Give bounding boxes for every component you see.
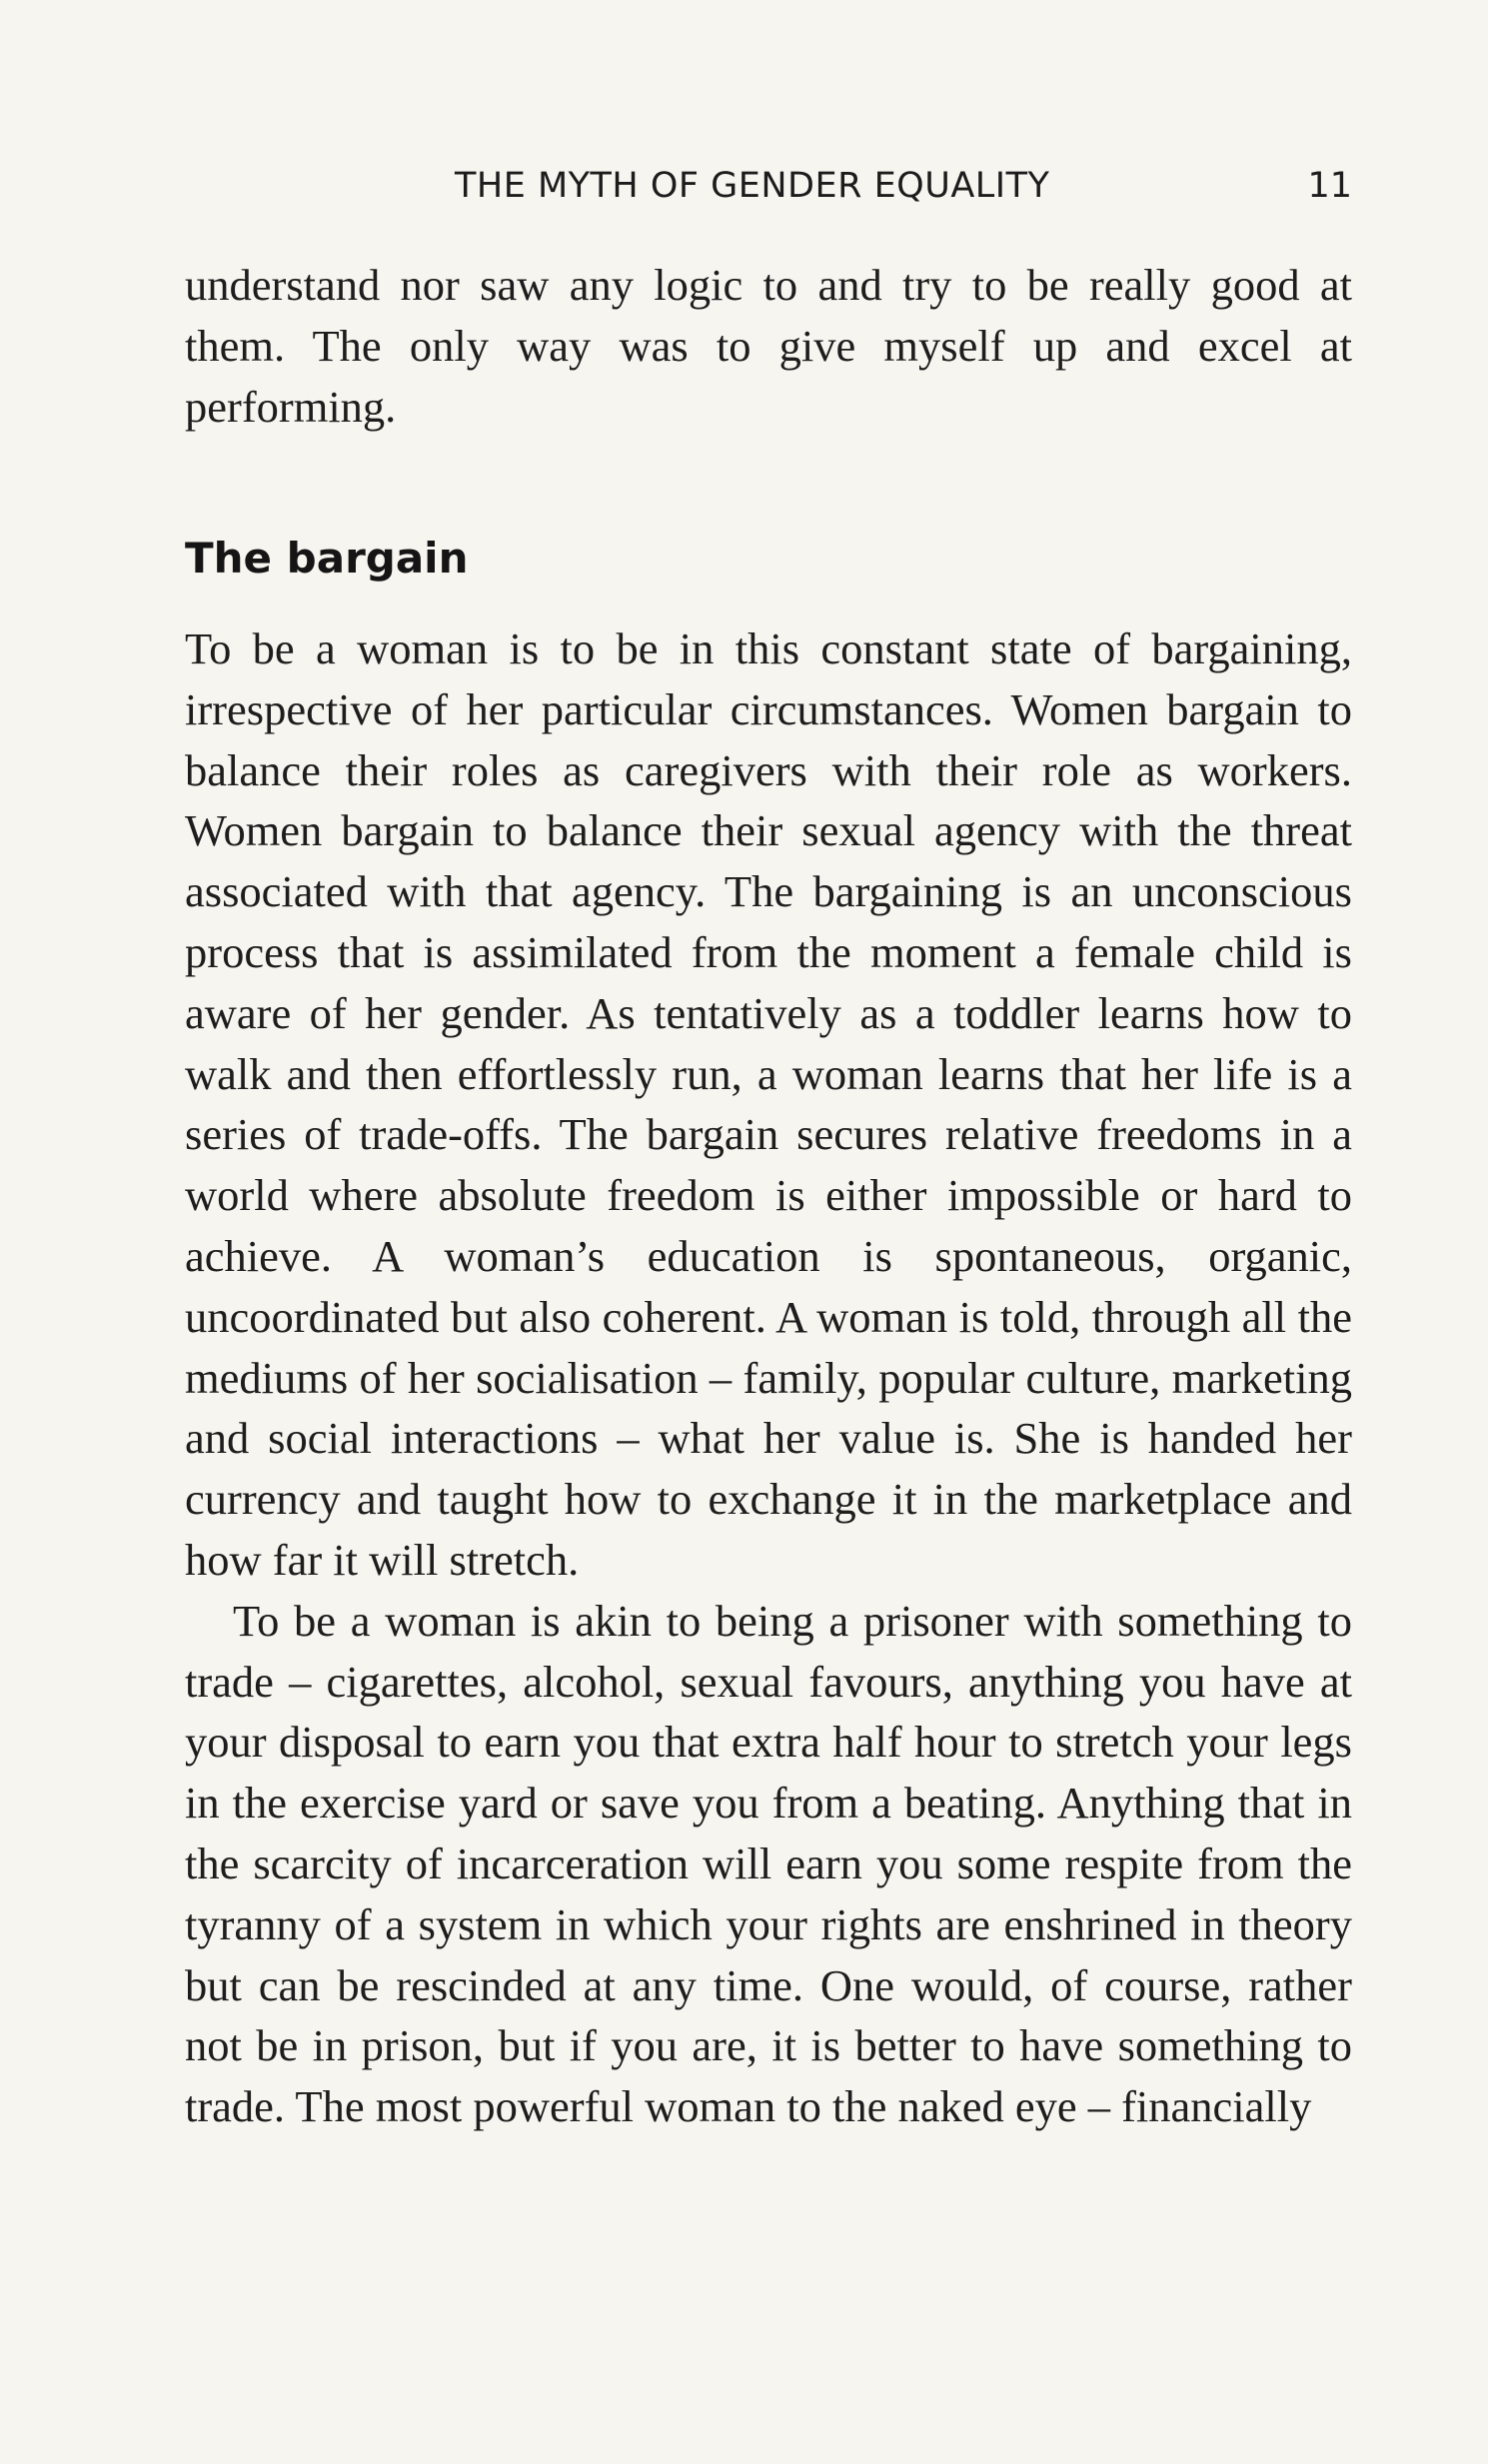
intro-text-block (185, 255, 1352, 437)
page-number: 11 (1307, 166, 1352, 206)
running-title: THE MYTH OF GENDER EQUALITY (455, 166, 1050, 206)
body-paragraph-2: To be a woman is akin to being a prisoner with something to trade – cigarettes, alcohol, sexual favours, anything you have at your disposal to earn you that extra half hour to stretch your legs in the exercise yard or save you from a beating. Anything that in the scarcity of incarceration will earn you some respite from the tyranny of a system in which your rights are enshrined in theory but can be rescinded at any time. One would, of course, rather not be in prison, but if you are, it is better to have something to trade. The most powerful woman to the naked eye – financially (185, 1595, 1352, 2132)
running-header (185, 160, 1352, 220)
intro-paragraph: understand nor saw any logic to and try to be really good at them. The only way was to give myself up and excel at performing. (185, 260, 1352, 432)
section-heading: The bargain (185, 534, 469, 583)
body-paragraph-1: To be a woman is to be in this constant state of bargaining, irrespective of her particular circumstances. Women bargain to balance their roles as caregivers with their role as workers. Women bargain to balance their sexual agency with the threat associated with that agency. The bargaining is an unconscious process that is assimilated from the moment a female child is aware of her gender. As tentatively as a toddler learns how to walk and then effortlessly run, a woman learns that her life is a series of trade-offs. The bargain secures relative freedoms in a world where absolute freedom is either impossible or hard to achieve. A woman’s education is spontaneous, organic, uncoordinated but also coherent. A woman is told, through all the mediums of her socialisation – family, popular culture, marketing and social interactions – what her value is. She is handed her currency and taught how to exchange it in the marketplace and how far it will stretch. (185, 623, 1352, 1585)
section-body (185, 618, 1352, 2137)
